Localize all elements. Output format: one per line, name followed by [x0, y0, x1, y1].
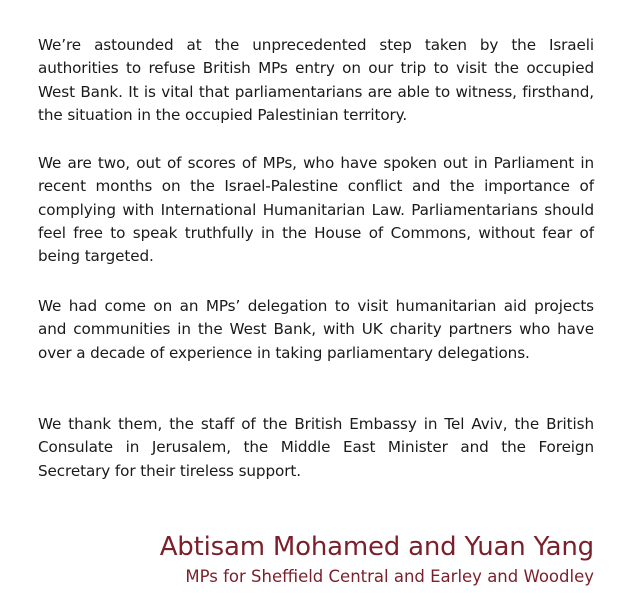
- signature-roles: MPs for Sheffield Central and Earley and Woodley: [185, 567, 594, 586]
- joint-statement: [38, 0, 594, 613]
- statement-paragraph-2: We are two, out of scores of MPs, who have spoken out in Parliament in recent months on the Israel-Palestine conflict and the importance of complying with International Humanitarian Law. Parliamentarians should feel free to speak truthfully in the House of Commons, without fear of being targeted.: [38, 154, 594, 266]
- statement-paragraph-3: We had come on an MPs’ delegation to visit humanitarian aid projects and communities in the West Bank, with UK charity partners who have over a decade of experience in taking parliamentary delegations.: [38, 297, 594, 362]
- signature-names: Abtisam Mohamed and Yuan Yang: [159, 532, 594, 562]
- statement-paragraph-1: We’re astounded at the unprecedented step taken by the Israeli authorities to refuse British MPs entry on our trip to visit the occupied West Bank. It is vital that parliamentarians are able to witness, firsthand, the situation in the occupied Palestinian territory.: [38, 36, 594, 124]
- statement-paragraph-4: We thank them, the staff of the British Embassy in Tel Aviv, the British Consulate in Jerusalem, the Middle East Minister and the Foreign Secretary for their tireless support.: [38, 415, 594, 480]
